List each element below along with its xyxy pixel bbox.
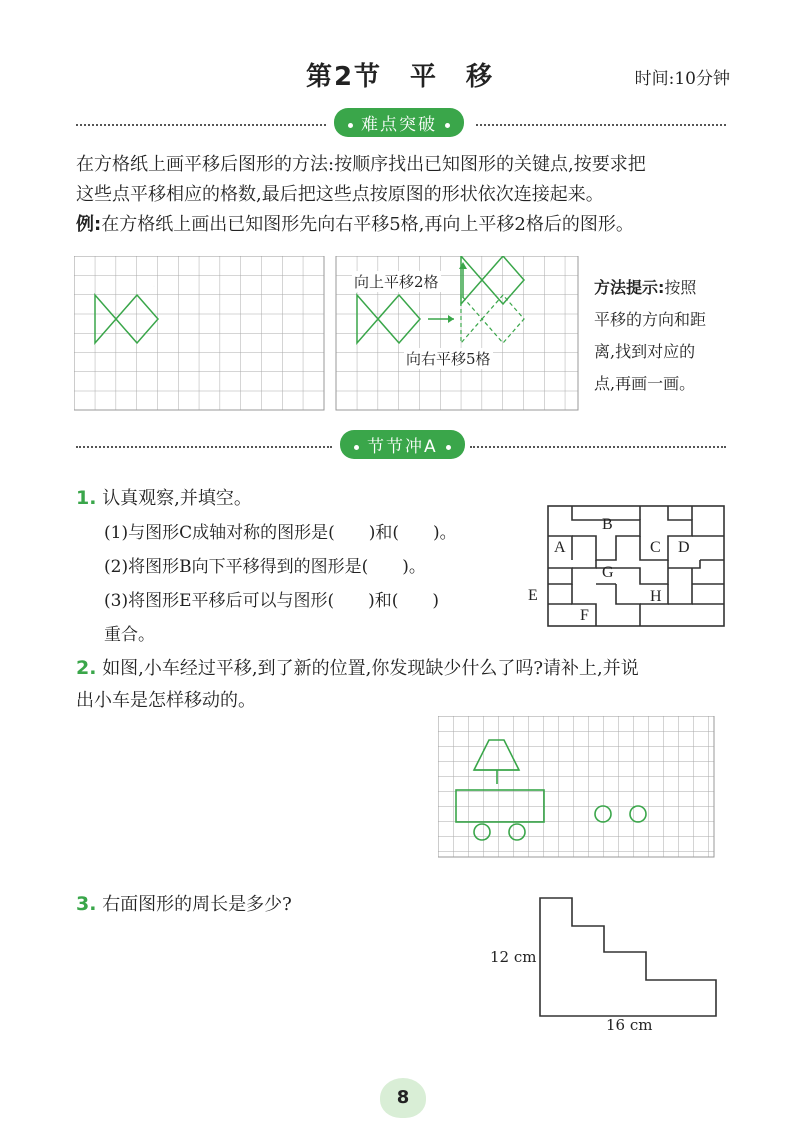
puzzle-label-d: D [678, 539, 690, 556]
puzzle-label-a: A [554, 539, 566, 556]
divider-right [476, 124, 726, 126]
page-number: 8 [380, 1078, 426, 1118]
q1-sub-1: (1)与图形C成轴对称的图形是( )和( )。 [104, 523, 457, 543]
tetromino-puzzle-figure [520, 504, 744, 630]
divider-right-2 [470, 446, 726, 448]
label-move-right: 向右平移5格 [406, 350, 491, 368]
puzzle-label-h: H [650, 588, 662, 605]
puzzle-label-b: B [602, 516, 613, 533]
q1-sub-3: (3)将图形E平移后可以与图形( )和( ) [104, 591, 440, 611]
question-2: 2. 如图,小车经过平移,到了新的位置,你发现缺少什么了吗?请补上,并说 出小车是怎样移动的。 [76, 657, 639, 711]
question-3: 3. 右面图形的周长是多少? [76, 893, 292, 915]
section-label-difficulty: 难点突破 [334, 108, 464, 137]
example-line: 例:在方格纸上画出已知图形先向右平移5格,再向上平移2格后的图形。 [76, 214, 634, 235]
page-title: 第2节 平 移 [305, 62, 495, 92]
tip-title: 方法提示: [594, 278, 665, 297]
time-limit: 时间:10分钟 [634, 69, 730, 89]
divider-left-2 [76, 446, 332, 448]
method-tip: 方法提示:按照 平移的方向和距 离,找到对应的 点,再画一画。 [594, 278, 707, 393]
q1-sub-2: (2)将图形B向下平移得到的图形是( )。 [104, 557, 426, 577]
height-label: 12 cm [490, 948, 537, 966]
puzzle-label-g: G [602, 564, 614, 581]
width-label: 16 cm [606, 1016, 653, 1034]
puzzle-label-c: C [650, 539, 661, 556]
puzzle-label-e: E [528, 587, 538, 604]
puzzle-label-f: F [580, 607, 589, 624]
example-figure [74, 256, 584, 412]
divider-left [76, 124, 326, 126]
intro-line-2: 这些点平移相应的格数,最后把这些点按原图的形状依次连接起来。 [76, 184, 604, 205]
intro-paragraph [76, 150, 736, 240]
label-move-up: 向上平移2格 [354, 273, 439, 291]
example-grid-original [74, 256, 324, 410]
staircase-figure [538, 896, 722, 1020]
car-translation-grid [438, 716, 718, 860]
question-1: 1. 认真观察,并填空。 [76, 487, 252, 509]
q1-sub-3-cont: 重合。 [104, 625, 155, 645]
intro-line-1: 在方格纸上画平移后图形的方法:按顺序找出已知图形的关键点,按要求把 [76, 154, 646, 175]
section-label-practice: 节节冲A [340, 430, 465, 459]
